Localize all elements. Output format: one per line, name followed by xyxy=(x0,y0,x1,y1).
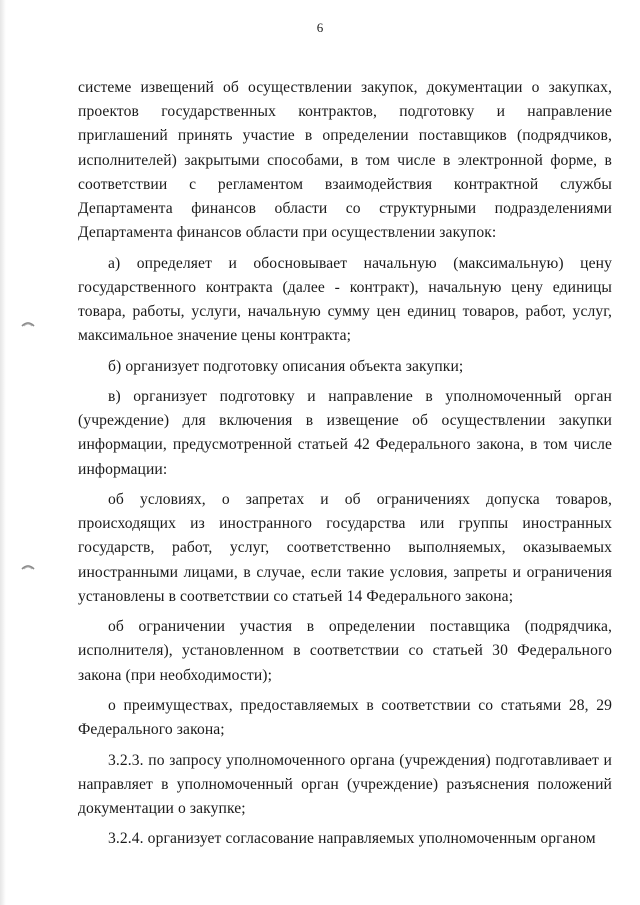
paragraph: а) определяет и обосновывает начальную (максимальную) цену государственного контракта (далее - контракт), начальную цену единицы товара, работы, услуги, начальную сумму цен единиц товаров, работ, услуг, максимальное значение цены контракта; xyxy=(78,254,612,345)
paragraph: об ограничении участия в определении поставщика (подрядчика, исполнителя), установленном в соответствии со статьей 30 Федерального закона (при необходимости); xyxy=(78,618,612,684)
page-number: 6 xyxy=(316,20,324,35)
scan-edge xyxy=(0,0,6,905)
paragraph: б) организует подготовку описания объекта закупки; xyxy=(108,357,464,375)
punch-hole-mark-icon xyxy=(21,564,35,570)
paragraph: 3.2.4. организует согласование направляемых уполномоченным органом xyxy=(108,830,596,848)
document-body xyxy=(78,76,612,858)
punch-hole-mark-icon xyxy=(21,321,35,327)
paragraph: в) организует подготовку и направление в уполномоченный орган (учреждение) для включения в извещение об осуществлении закупки информации, предусмотренной статьей 42 Федерального закона, в том числе информации: xyxy=(78,388,612,478)
paragraph: об условиях, о запретах и об ограничениях допуска товаров, происходящих из иностранного государства или группы иностранных государств, работ, услуг, соответственно выполняемых, оказываемых иностранными лицами, в случае, если такие условия, запреты и ограничения установлены в соответствии со статьей 14 Федерального закона; xyxy=(78,491,612,605)
paragraph: 3.2.3. по запросу уполномоченного органа (учреждения) подготавливает и направляет в уполномоченный орган (учреждение) разъяснения положений документации о закупке; xyxy=(78,751,612,817)
paragraph: системе извещений об осуществлении закупок, документации о закупках, проектов государственных контрактов, подготовку и направление приглашений принять участие в определении поставщиков (подрядчиков, исполнителей) закрытыми способами, в том числе в электронной форме, в соответствии с регламентом взаимодействия контрактной службы Департамента финансов области со структурными подразделениями Департамента финансов области при осуществлении закупок: xyxy=(78,79,612,242)
paragraph: о преимуществах, предоставляемых в соответствии со статьями 28, 29 Федерального закона; xyxy=(78,697,612,739)
